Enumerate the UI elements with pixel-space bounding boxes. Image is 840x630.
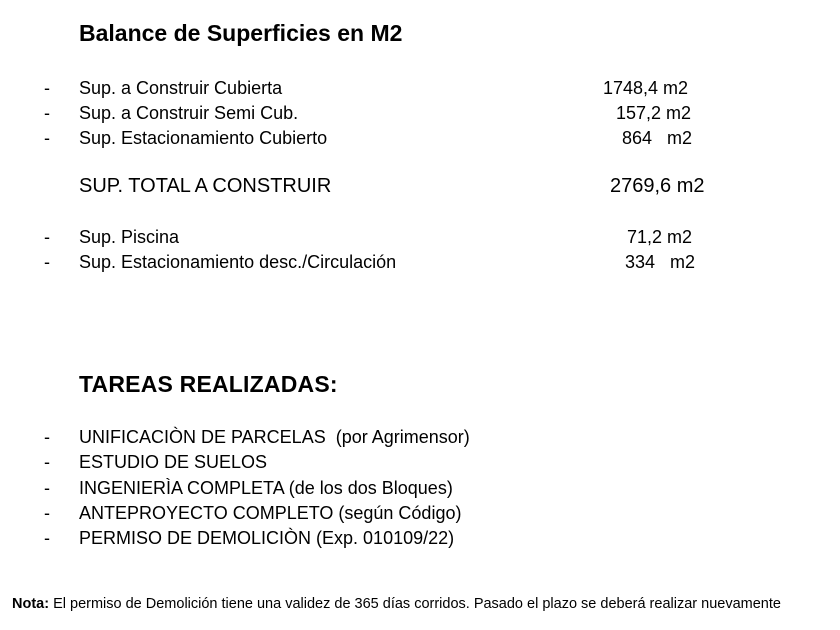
bullet-dash: - [44,528,50,548]
item-value: 71,2 m2 [627,227,693,247]
item-label: Sup. a Construir Semi Cub. [79,103,299,123]
total-label: SUP. TOTAL A CONSTRUIR [79,175,332,197]
bullet-dash: - [44,427,50,447]
bullet-dash: - [44,452,50,472]
tarea-label: INGENIERÌA COMPLETA (de los dos Bloques) [79,478,453,498]
bullet-dash: - [44,252,50,272]
tarea-label: PERMISO DE DEMOLICIÒN (Exp. 010109/22) [79,528,455,548]
tarea-label: ANTEPROYECTO COMPLETO (según Código) [79,503,462,523]
tarea-label: ESTUDIO DE SUELOS [79,452,268,472]
item-value: 864 m2 [622,128,693,148]
item-value: 334 m2 [625,252,696,272]
tareas-title: TAREAS REALIZADAS: [79,371,338,397]
tarea-label: UNIFICACIÒN DE PARCELAS (por Agrimensor) [79,427,470,447]
bullet-dash: - [44,227,50,247]
bullet-dash: - [44,478,50,498]
item-label: Sup. Estacionamiento desc./Circulación [79,252,397,272]
bullet-dash: - [44,503,50,523]
item-label: Sup. a Construir Cubierta [79,78,283,98]
item-value: 157,2 m2 [616,103,692,123]
item-label: Sup. Piscina [79,227,180,247]
item-value: 1748,4 m2 [603,78,689,98]
item-label: Sup. Estacionamiento Cubierto [79,128,328,148]
bullet-dash: - [44,78,50,98]
bullet-dash: - [44,103,50,123]
nota-label: Nota: [12,596,50,612]
nota-text: El permiso de Demolición tiene una validez de 365 días corridos. Pasado el plazo se deberá realizar nuevamente [49,596,781,612]
total-value: 2769,6 m2 [610,175,705,197]
balance-title: Balance de Superficies en M2 [79,20,403,46]
bullet-dash: - [44,128,50,148]
footnote [12,595,832,613]
